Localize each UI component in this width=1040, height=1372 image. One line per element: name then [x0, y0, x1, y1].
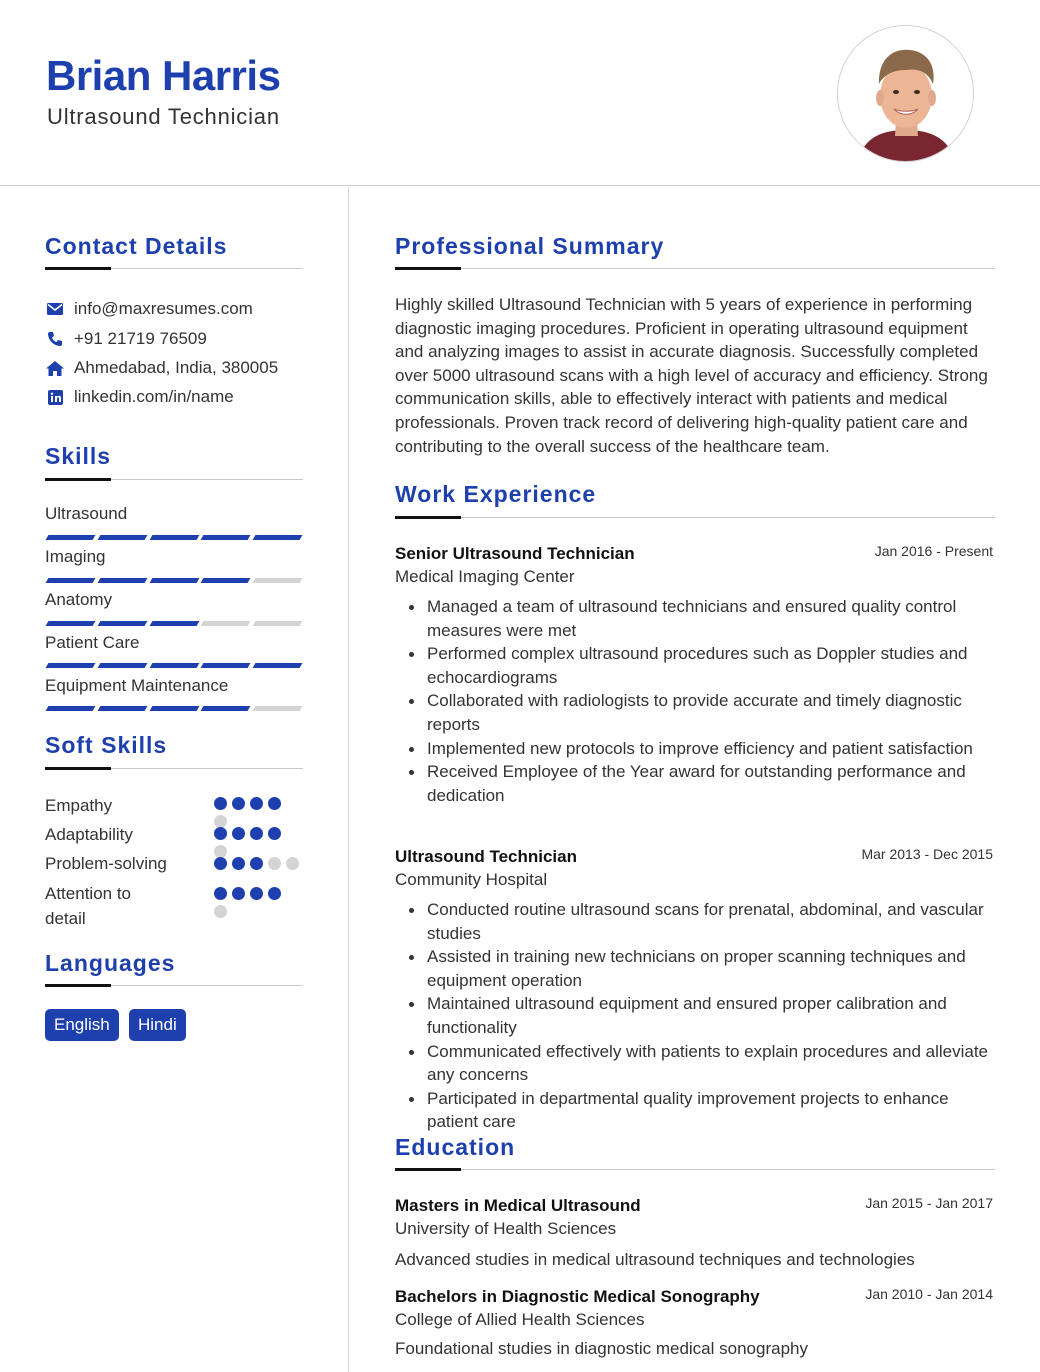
job-bullet: Received Employee of the Year award for outstanding performance and dedication: [395, 760, 995, 807]
skill-label: Imaging: [45, 547, 106, 566]
rating-dot-filled: [214, 827, 227, 840]
skill-level-bar: [47, 706, 301, 711]
education-school: College of Allied Health Sciences: [395, 1310, 645, 1329]
contact-phone[interactable]: [45, 328, 207, 350]
education-degree: Masters in Medical Ultrasound: [395, 1196, 641, 1215]
contact-phone-text: +91 21719 76509: [74, 329, 207, 348]
soft-skill-rating: [214, 887, 286, 901]
skill-level-bar: [47, 578, 301, 583]
column-divider: [348, 187, 349, 1372]
job-bullet: Managed a team of ultrasound technicians and ensured quality control measures were met: [395, 595, 995, 642]
skill-level-bar: [47, 663, 301, 668]
skill-segment-filled: [201, 578, 251, 583]
job-bullet: Participated in departmental quality improvement projects to enhance patient care: [395, 1087, 995, 1134]
skill-segment-filled: [201, 663, 251, 668]
education-dates: Jan 2015 - Jan 2017: [865, 1195, 993, 1211]
education-section-title: Education: [395, 1134, 516, 1160]
contact-section-rule: [45, 268, 303, 269]
envelope-icon: [45, 299, 65, 319]
skill-label: Patient Care: [45, 633, 140, 652]
skill-segment-filled: [201, 535, 251, 540]
rating-dot-filled: [232, 857, 245, 870]
soft-skill-label: Problem-solving: [45, 854, 167, 873]
job-title: Ultrasound Technician: [395, 847, 577, 866]
job-dates: Mar 2013 - Dec 2015: [861, 846, 993, 862]
skill-segment-filled: [149, 663, 199, 668]
phone-icon: [45, 329, 65, 349]
soft-skills-section-rule: [45, 768, 303, 769]
skill-segment-filled: [253, 663, 303, 668]
soft-skill-label: Attention to detail: [45, 884, 132, 928]
contact-email-text: info@maxresumes.com: [74, 299, 253, 318]
skill-level-bar: [47, 535, 301, 540]
summary-section-rule: [395, 268, 995, 269]
job-bullet: Maintained ultrasound equipment and ensured proper calibration and functionality: [395, 992, 995, 1039]
rating-dot-filled: [232, 887, 245, 900]
work-section-title: Work Experience: [395, 481, 597, 507]
linkedin-icon: [45, 387, 65, 407]
language-badge: English: [45, 1009, 119, 1041]
rating-dot-filled: [250, 857, 263, 870]
contact-linkedin-text: linkedin.com/in/name: [74, 387, 234, 406]
skill-level-bar: [47, 621, 301, 626]
job-bullets: [395, 595, 995, 807]
profile-photo: [837, 25, 974, 162]
rating-dot-filled: [214, 857, 227, 870]
education-school: University of Health Sciences: [395, 1219, 617, 1238]
education-section-rule: [395, 1169, 995, 1170]
rating-dot-empty: [214, 905, 227, 918]
skill-segment-empty: [253, 706, 303, 711]
skill-segment-filled: [97, 663, 147, 668]
rating-dot-filled: [250, 887, 263, 900]
skill-label: Ultrasound: [45, 504, 128, 523]
soft-skills-section-title: Soft Skills: [45, 732, 168, 758]
language-badge: Hindi: [129, 1009, 186, 1041]
contact-email[interactable]: [45, 298, 253, 320]
job-bullet: Assisted in training new technicians on proper scanning techniques and equipment operation: [395, 945, 995, 992]
languages-section-rule: [45, 985, 303, 986]
summary-text: Highly skilled Ultrasound Technician with 5 years of experience in performing diagnostic imaging procedures. Proficient in operating ultrasound equipment and analyzing images to assist in accurate diagnosis. Successfully completed over 5000 ultrasound scans with a high level of accuracy and efficiency. Strong communication skills, able to effectively interact with patients and medical professionals. Proven track record of delivering high-quality patient care and contributing to the overall success of the healthcare team.: [395, 295, 988, 456]
skill-segment-empty: [201, 621, 251, 626]
rating-dot-filled: [268, 827, 281, 840]
skill-segment-filled: [149, 578, 199, 583]
skill-segment-filled: [46, 578, 96, 583]
rating-dot-filled: [250, 827, 263, 840]
skill-label: Equipment Maintenance: [45, 676, 229, 695]
candidate-name: Brian Harris: [46, 52, 281, 99]
skill-segment-filled: [46, 663, 96, 668]
languages-section-title: Languages: [45, 950, 176, 976]
contact-section-title: Contact Details: [45, 233, 228, 259]
job-bullets: [395, 898, 995, 1134]
skill-segment-filled: [97, 578, 147, 583]
skills-section-title: Skills: [45, 443, 112, 469]
skill-segment-filled: [46, 706, 96, 711]
skill-segment-filled: [97, 621, 147, 626]
contact-address-text: Ahmedabad, India, 380005: [74, 358, 279, 377]
soft-skill-label: Empathy: [45, 796, 113, 815]
education-description: Advanced studies in medical ultrasound techniques and technologies: [395, 1250, 915, 1269]
skill-segment-filled: [46, 535, 96, 540]
education-dates: Jan 2010 - Jan 2014: [865, 1286, 993, 1302]
job-bullet: Performed complex ultrasound procedures such as Doppler studies and echocardiograms: [395, 642, 995, 689]
soft-skill-rating: [214, 827, 286, 841]
job-bullet: Communicated effectively with patients to explain procedures and alleviate any concerns: [395, 1040, 995, 1087]
skill-segment-empty: [253, 578, 303, 583]
skill-segment-filled: [149, 706, 199, 711]
education-degree: Bachelors in Diagnostic Medical Sonography: [395, 1287, 760, 1306]
home-icon: [45, 358, 65, 378]
contact-linkedin[interactable]: [45, 386, 234, 408]
rating-dot-filled: [214, 797, 227, 810]
resume-header: [0, 0, 1040, 186]
rating-dot-filled: [214, 887, 227, 900]
skill-segment-filled: [149, 535, 199, 540]
rating-dot-filled: [250, 797, 263, 810]
job-bullet: Implemented new protocols to improve efficiency and patient satisfaction: [395, 737, 995, 761]
skill-segment-filled: [201, 706, 251, 711]
skill-segment-filled: [253, 535, 303, 540]
job-bullet: Conducted routine ultrasound scans for prenatal, abdominal, and vascular studies: [395, 898, 995, 945]
soft-skill-rating: [214, 857, 286, 871]
job-bullet: Collaborated with radiologists to provide accurate and timely diagnostic reports: [395, 689, 995, 736]
rating-dot-filled: [232, 827, 245, 840]
summary-section-title: Professional Summary: [395, 233, 665, 259]
education-description: Foundational studies in diagnostic medical sonography: [395, 1339, 808, 1358]
skills-section-rule: [45, 479, 303, 480]
rating-dot-empty: [268, 857, 281, 870]
work-section-rule: [395, 517, 995, 518]
job-title: Senior Ultrasound Technician: [395, 544, 635, 563]
job-organization: Community Hospital: [395, 870, 548, 889]
skill-segment-filled: [97, 706, 147, 711]
rating-dot-filled: [268, 797, 281, 810]
skill-label: Anatomy: [45, 590, 113, 609]
rating-dot-filled: [232, 797, 245, 810]
contact-address: [45, 357, 278, 379]
skill-segment-filled: [46, 621, 96, 626]
skill-segment-filled: [97, 535, 147, 540]
skill-segment-empty: [253, 621, 303, 626]
job-organization: Medical Imaging Center: [395, 567, 575, 586]
rating-dot-empty: [286, 857, 299, 870]
candidate-title: Ultrasound Technician: [47, 104, 280, 129]
skill-segment-filled: [149, 621, 199, 626]
soft-skill-rating: [214, 797, 286, 811]
soft-skill-label: Adaptability: [45, 825, 133, 844]
job-dates: Jan 2016 - Present: [874, 543, 993, 559]
rating-dot-filled: [268, 887, 281, 900]
